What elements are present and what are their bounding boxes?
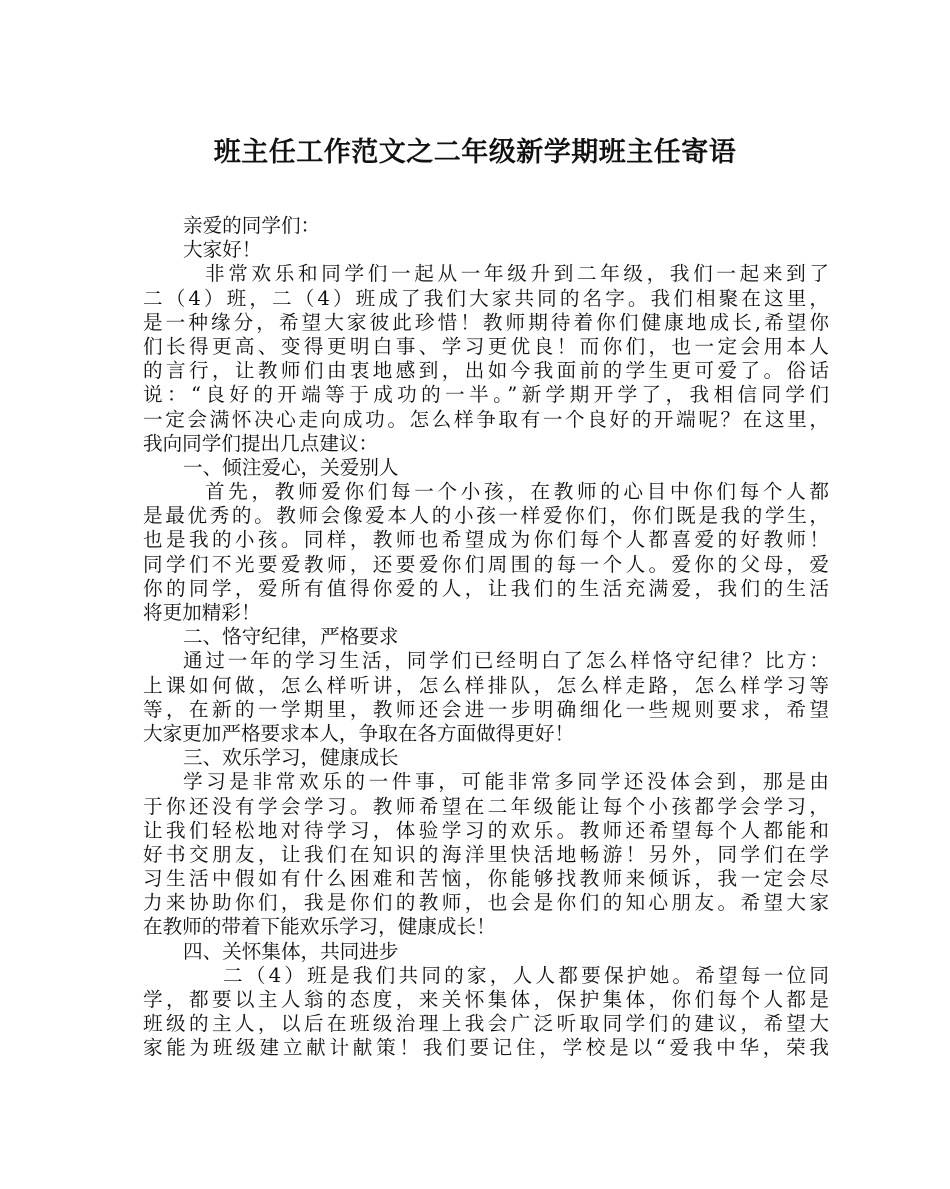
text-line: 习生活中假如有什么困难和苦恼，你能够找教师来倾诉，我一定会尽 — [143, 867, 829, 891]
text-line: 家能为班级建立献计献策！我们要记住，学校是以“爱我中华，荣我 — [143, 1036, 829, 1060]
text-line: 是最优秀的。教师会像爱本人的小孩一样爱你们，你们既是我的学生， — [143, 504, 829, 528]
text-line: 二（4）班，二（4）班成了我们大家共同的名字。我们相聚在这里， — [143, 286, 829, 310]
text-line: 学，都要以主人翁的态度，来关怀集体，保护集体，你们每个人都是 — [143, 988, 829, 1011]
text-line: 一、倾注爱心，关爱别人 — [183, 455, 399, 479]
document-body — [143, 214, 829, 1061]
text-line: 我向同学们提出几点建议： — [143, 431, 379, 455]
text-line: 好书交朋友，让我们在知识的海洋里快活地畅游！另外，同学们在学 — [143, 842, 829, 866]
text-line: 在教师的带着下能欢乐学习，健康成长！ — [143, 915, 496, 939]
text-line: 你的同学，爱所有值得你爱的人，让我们的生活充满爱，我们的生活 — [143, 576, 829, 600]
text-line: 一定会满怀决心走向成功。怎么样争取有一个良好的开端呢？在这里， — [143, 407, 829, 431]
text-line: 大家更加严格要求本人，争取在各方面做得更好！ — [143, 721, 575, 745]
text-line: 将更加精彩！ — [143, 601, 261, 624]
text-line: 们长得更高、变得更明白事、学习更优良！而你们，也一定会用本人 — [143, 334, 829, 358]
text-line: 让我们轻松地对待学习，体验学习的欢乐。教师还希望每个人都能和 — [143, 818, 829, 842]
text-line: 二（4）班是我们共同的家，人人都要保护她。希望每一位同 — [223, 963, 829, 987]
text-line: 是一种缘分，希望大家彼此珍惜！教师期待着你们健康地成长,希望你 — [143, 310, 829, 334]
text-line: 于你还没有学会学习。教师希望在二年级能让每个小孩都学会学习， — [143, 794, 829, 818]
text-line: 非常欢乐和同学们一起从一年级升到二年级，我们一起来到了 — [205, 262, 829, 286]
text-line: 说：“良好的开端等于成功的一半。”新学期开学了，我相信同学们 — [143, 383, 829, 407]
text-line: 亲爱的同学们： — [183, 214, 321, 237]
text-line: 班级的主人，以后在班级治理上我会广泛听取同学们的建议，希望大 — [143, 1012, 829, 1036]
text-line: 通过一年的学习生活，同学们已经明白了怎么样恪守纪律？比方： — [183, 649, 829, 673]
text-line: 四、关怀集体，共同进步 — [183, 939, 399, 963]
text-line: 等，在新的一学期里，教师还会进一步明确细化一些规则要求，希望 — [143, 697, 829, 721]
text-line: 二、恪守纪律，严格要求 — [183, 625, 399, 649]
text-line: 三、欢乐学习，健康成长 — [183, 746, 399, 770]
text-line: 同学们不光要爱教师，还要爱你们周围的每一个人。爱你的父母，爱 — [143, 552, 829, 576]
text-line: 大家好！ — [183, 238, 262, 262]
text-line: 也是我的小孩。同样，教师也希望成为你们每个人都喜爱的好教师！ — [143, 528, 829, 552]
text-line: 上课如何做，怎么样听讲，怎么样排队，怎么样走路，怎么样学习等 — [143, 673, 829, 697]
text-line: 首先，教师爱你们每一个小孩，在教师的心目中你们每个人都 — [205, 480, 829, 504]
text-line: 学习是非常欢乐的一件事，可能非常多同学还没体会到，那是由 — [183, 770, 829, 794]
text-line: 力来协助你们，我是你们的教师，也会是你们的知心朋友。希望大家 — [143, 891, 829, 915]
page-title: 班主任工作范文之二年级新学期班主任寄语 — [213, 137, 737, 168]
text-line: 的言行，让教师们由衷地感到，出如今我面前的学生更可爱了。俗话 — [143, 359, 829, 383]
